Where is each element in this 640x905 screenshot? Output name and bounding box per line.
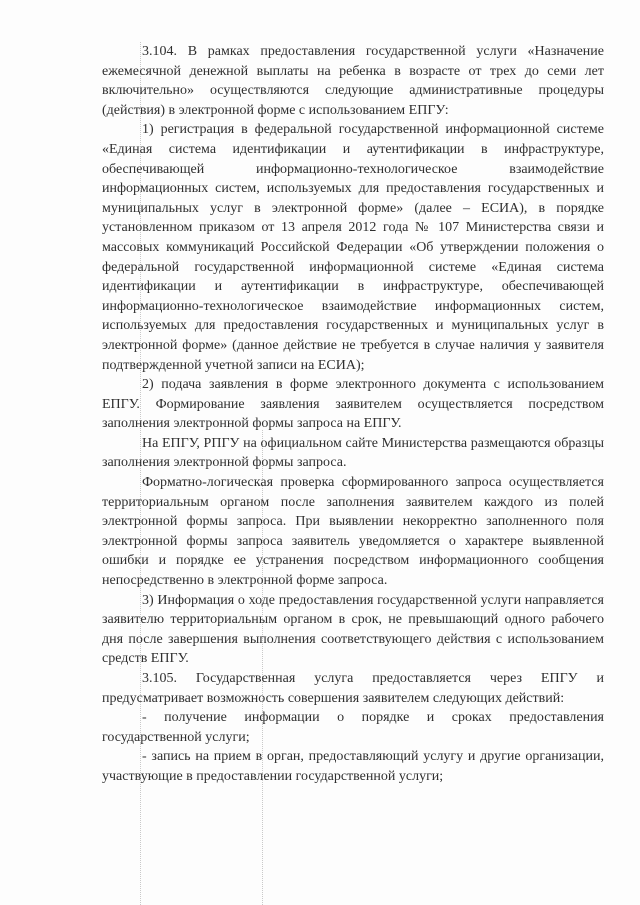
paragraph-item-1: 1) регистрация в федеральной государственной информационной системе «Единая система идентификации и аутентификации в инфраструктуре, обеспечивающей информационно-технологическое взаимодействие информационных систем, используемых для предоставления государственных и муниципальных услуг в электронной форме» (далее – ЕСИА), в порядке установленном приказом от 13 апреля 2012 года № 107 Министерства связи и массовых коммуникаций Российской Федерации «Об утверждении положения о федеральной государственной информационной системе «Единая система идентификации и аутентификации в инфраструктуре, обеспечивающей информационно-технологическое взаимодействие информационных систем, используемых для предоставления государственных и муниципальных услуг в электронной форме» (данное действие не требуется в случае наличия у заявителя подтвержденной учетной записи на ЕСИА); xyxy=(102,122,604,373)
paragraph-bullet-appointment: - запись на прием в орган, предоставляющий услугу и другие организации, участвующие в предоставлении государственной услуги; xyxy=(102,749,604,784)
paragraph-3-105: 3.105. Государственная услуга предоставляется через ЕПГУ и предусматривает возможность совершения заявителем следующих действий: xyxy=(102,671,604,706)
document-body xyxy=(102,42,604,787)
paragraph-validation: Форматно-логическая проверка сформированного запроса осуществляется территориальным органом после заполнения заявителем каждого из полей электронной формы запроса. При выявлении некорректно заполненного поля электронной формы запроса заявитель уведомляется о характере выявленной ошибки и порядке ее устранения посредством информационного сообщения непосредственно в электронной форме запроса. xyxy=(102,475,604,589)
paragraph-item-3: 3) Информация о ходе предоставления государственной услуги направляется заявителю территориальным органом в срок, не превышающий одного рабочего дня после завершения выполнения соответствующего действия с использованием средств ЕПГУ. xyxy=(102,592,604,667)
paragraph-3-104: 3.104. В рамках предоставления государственной услуги «Назначение ежемесячной денежной выплаты на ребенка в возрасте от трех до семи лет включительно» осуществляются следующие административные процедуры (действия) в электронной форме с использованием ЕПГУ: xyxy=(102,44,604,118)
paragraph-item-2: 2) подача заявления в форме электронного документа с использованием ЕПГУ. Формирование заявления заявителем осуществляется посредством заполнения электронной формы запроса на ЕПГУ. xyxy=(102,377,604,432)
paragraph-samples: На ЕПГУ, РПГУ на официальном сайте Министерства размещаются образцы заполнения электронной формы запроса. xyxy=(102,435,604,471)
paragraph-bullet-info: - получение информации о порядке и сроках предоставления государственной услуги; xyxy=(102,710,604,745)
